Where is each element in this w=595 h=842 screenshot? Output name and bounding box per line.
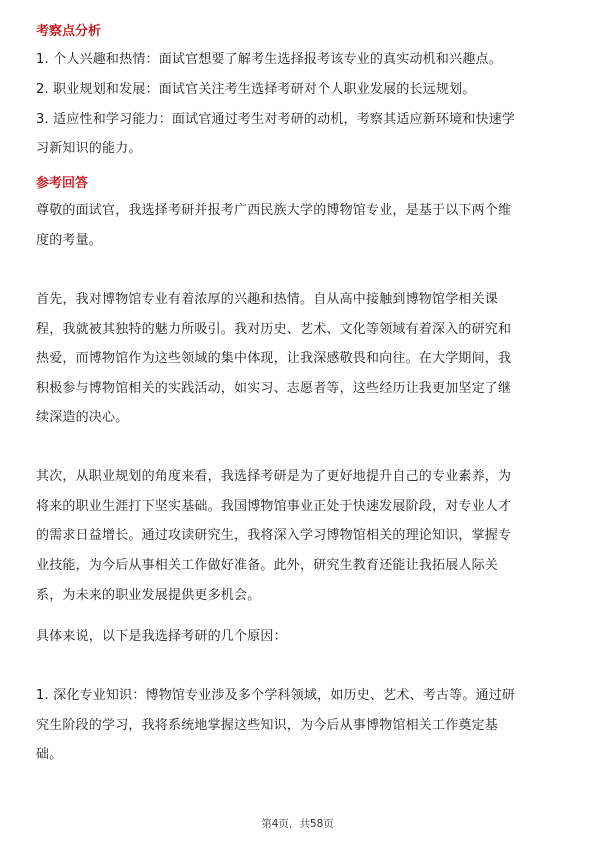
page-number-footer: 第4页，共58页 [261, 818, 334, 830]
reason-1-line: 础。 [36, 747, 63, 762]
intro-line: 尊敬的面试官，我选择考研并报考广西民族大学的博物馆专业，是基于以下两个维 [36, 203, 512, 218]
paragraph-2-line: 系，为未来的职业发展提供更多机会。 [36, 588, 261, 603]
reason-1-line: 1. 深化专业知识：博物馆专业涉及多个学科领域，如历史、艺术、考古等。通过研 [36, 688, 516, 703]
paragraph-1-line: 积极参与博物馆相关的实践活动，如实习、志愿者等，这些经历让我更加坚定了继 [36, 381, 512, 396]
section-title-analysis: 考察点分析 [36, 24, 102, 39]
paragraph-3-line: 具体来说，以下是我选择考研的几个原因： [36, 629, 287, 644]
paragraph-1-line: 热爱，而博物馆作为这些领域的集中体现，让我深感敬畏和向往。在大学期间，我 [36, 351, 512, 366]
paragraph-2-line: 其次，从职业规划的角度来看，我选择考研是为了更好地提升自己的专业素养，为 [36, 469, 512, 484]
analysis-point-3: 3. 适应性和学习能力：面试官通过考生对考研的动机，考察其适应新环境和快速学 [36, 112, 516, 127]
analysis-point-1: 1. 个人兴趣和热情：面试官想要了解考生选择报考该专业的真实动机和兴趣点。 [36, 52, 502, 67]
intro-line: 度的考量。 [36, 233, 103, 248]
paragraph-1-line: 程，我就被其独特的魅力所吸引。我对历史、艺术、文化等领域有着深入的研究和 [36, 322, 512, 337]
paragraph-1-line: 首先，我对博物馆专业有着浓厚的兴趣和热情。自从高中接触到博物馆学相关课 [36, 292, 499, 307]
analysis-point-3-cont: 习新知识的能力。 [36, 141, 142, 156]
paragraph-1-line: 续深造的决心。 [36, 410, 129, 425]
section-title-answer: 参考回答 [36, 176, 89, 191]
reason-1-line: 究生阶段的学习，我将系统地掌握这些知识，为今后从事博物馆相关工作奠定基 [36, 718, 499, 733]
paragraph-2-line: 的需求日益增长。通过攻读研究生，我将深入学习博物馆相关的理论知识，掌握专 [36, 528, 512, 543]
paragraph-2-line: 将来的职业生涯打下坚实基础。我国博物馆事业正处于快速发展阶段，对专业人才 [36, 499, 512, 514]
analysis-point-2: 2. 职业规划和发展：面试官关注考生选择考研对个人职业发展的长远规划。 [36, 82, 476, 97]
paragraph-2-line: 业技能，为今后从事相关工作做好准备。此外，研究生教育还能让我拓展人际关 [36, 558, 499, 573]
